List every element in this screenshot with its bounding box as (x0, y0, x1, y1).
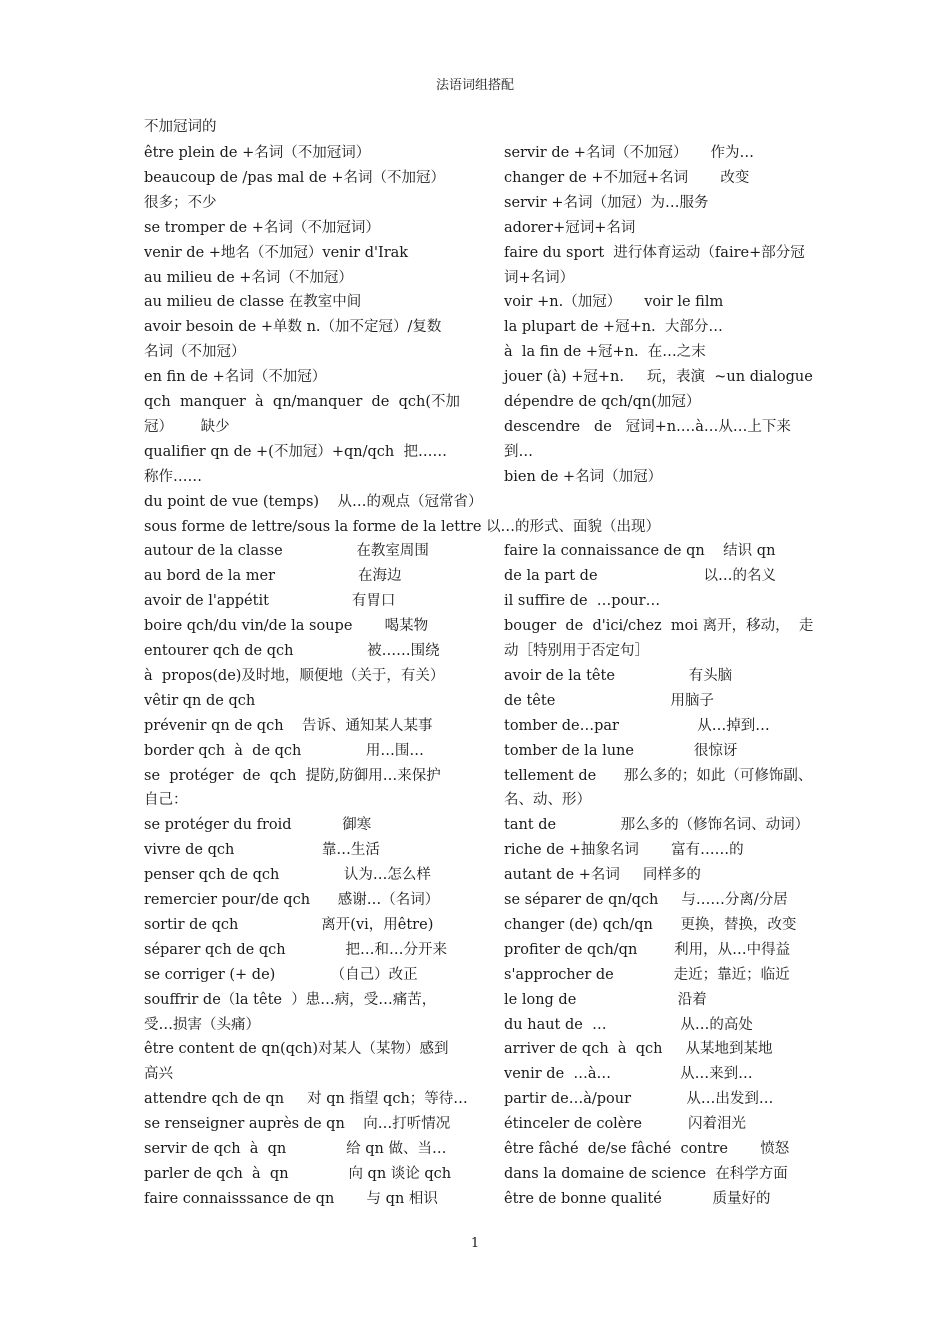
left-entry: avoir besoin de +单数 n.（加不定冠）/复数 (144, 319, 442, 336)
right-entry: dépendre de qch/qn(加冠） (504, 394, 701, 410)
left-entry: séparer qch de qch 把…和…分开来 (144, 941, 447, 958)
right-entry: partir de…à/pour 从…出发到… (504, 1091, 774, 1108)
right-entry: étinceler de colère 闪着泪光 (504, 1116, 746, 1133)
left-entry: vêtir qn de qch (144, 692, 256, 709)
left-entry: sortir de qch 离开(vi，用être) (144, 916, 434, 933)
right-entry: changer de +不加冠+名词 改变 (504, 169, 750, 186)
right-entry: être fâché de/se fâché contre 愤怒 (504, 1141, 790, 1157)
left-entry: 名词（不加冠） (144, 344, 246, 361)
left-entry: se corriger (+ de) （自己）改正 (144, 966, 418, 983)
right-entry: riche de +抽象名词 富有……的 (504, 842, 744, 859)
left-entry: servir de qch à qn 给 qn 做、当… (144, 1141, 447, 1157)
left-entry: se tromper de +名词（不加冠词） (144, 219, 380, 236)
right-entry: il suffire de …pour… (504, 593, 661, 610)
left-entry: remercier pour/de qch 感谢…（名词） (144, 892, 440, 908)
right-entry: voir +n.（加冠） voir le film (504, 294, 724, 311)
right-entry: 动［特别用于否定句］ (504, 643, 649, 659)
right-entry: descendre de 冠词+n.…à…从…上下来 (504, 418, 791, 435)
page-header: 法语词组搭配 (435, 78, 514, 93)
right-entry: être de bonne qualité 质量好的 (504, 1190, 771, 1207)
left-entry: faire connaisssance de qn 与 qn 相识 (144, 1190, 438, 1207)
right-entry: venir de …à… 从…来到… (504, 1066, 753, 1083)
right-entry: faire la connaissance de qn 结识 qn (504, 543, 776, 560)
left-entry: 高兴 (144, 1066, 173, 1083)
left-entry: 很多；不少 (144, 194, 217, 211)
right-entry: dans la domaine de science 在科学方面 (504, 1165, 788, 1182)
left-entry: attendre qch de qn 对 qn 指望 qch；等待… (144, 1091, 468, 1108)
left-entry: au milieu de classe 在教室中间 (144, 294, 362, 311)
left-entry: être plein de +名词（不加冠词） (144, 145, 371, 161)
left-entry: prévenir qn de qch 告诉、通知某人某事 (144, 717, 433, 734)
left-entry: autour de la classe 在教室周围 (144, 543, 429, 560)
right-entry: changer (de) qch/qn 更换，替换，改变 (504, 916, 797, 933)
left-entry: à propos(de)及时地，顺便地（关于，有关） (144, 667, 445, 684)
left-entry: parler de qch à qn 向 qn 谈论 qch (144, 1165, 452, 1182)
right-entry: le long de 沿着 (504, 991, 707, 1008)
left-entry: boire qch/du vin/de la soupe 喝某物 (144, 618, 429, 635)
left-entry: se renseigner auprès de qn 向…打听情况 (144, 1116, 451, 1133)
left-entry: 称作…… (144, 468, 202, 485)
right-entry: tant de 那么多的（修饰名词、动词） (504, 817, 810, 834)
left-entry: avoir de l'appétit 有胃口 (144, 593, 396, 610)
right-entry: tellement de 那么多的；如此（可修饰副、 (504, 767, 813, 784)
right-entry: tomber de…par 从…掉到… (504, 717, 770, 734)
left-entry: border qch à de qch 用…围… (144, 742, 424, 759)
right-entry: la plupart de +冠+n. 大部分… (504, 319, 723, 336)
right-entry: 名、动、形） (504, 792, 591, 809)
page-number: 1 (470, 1236, 480, 1251)
left-entry: au milieu de +名词（不加冠） (144, 269, 353, 286)
right-entry: à la fin de +冠+n. 在…之末 (504, 344, 706, 361)
full-width-entry: sous forme de lettre/sous la forme de la lettre 以…的形式、面貌（出现） (144, 518, 661, 535)
left-entry: entourer qch de qch 被……围绕 (144, 643, 440, 659)
left-entry: 受…损害（头痛） (144, 1016, 260, 1033)
right-entry: de tête 用脑子 (504, 692, 715, 709)
right-entry: adorer+冠词+名词 (504, 219, 636, 236)
left-entry: qch manquer à qn/manquer de qch(不加 (144, 394, 460, 410)
left-entry: 冠） 缺少 (144, 418, 230, 435)
right-entry: se séparer de qn/qch 与……分离/分居 (504, 892, 788, 908)
left-entry: être content de qn(qch)对某人（某物）感到 (144, 1041, 449, 1058)
left-entry: qualifier qn de +(不加冠）+qn/qch 把…… (144, 443, 447, 460)
right-entry: bien de +名词（加冠） (504, 468, 663, 485)
full-width-entry: du point de vue (temps) 从…的观点（冠常省） (144, 493, 483, 510)
left-entry: se protéger de qch 提防,防御用…来保护 (144, 767, 441, 784)
right-entry: jouer (à) +冠+n. 玩，表演 ~un dialogue (504, 369, 813, 386)
left-entry: au bord de la mer 在海边 (144, 568, 402, 585)
left-entry: en fin de +名词（不加冠） (144, 369, 327, 386)
right-entry: autant de +名词 同样多的 (504, 867, 701, 884)
right-entry: profiter de qch/qn 利用，从…中得益 (504, 941, 791, 958)
right-entry: servir +名词（加冠）为…服务 (504, 194, 709, 211)
left-entry: 自己： (144, 792, 188, 809)
right-entry: 到… (504, 443, 533, 460)
right-entry: servir de +名词（不加冠） 作为… (504, 145, 754, 161)
section-intro: 不加冠词的 (144, 119, 217, 135)
right-entry: faire du sport 进行体育运动（faire+部分冠 (504, 244, 805, 261)
right-entry: s'approcher de 走近；靠近；临近 (504, 966, 790, 983)
right-entry: du haut de … 从…的高处 (504, 1016, 753, 1033)
left-entry: venir de +地名（不加冠）venir d'Irak (144, 244, 409, 261)
right-entry: 词+名词） (504, 269, 575, 286)
left-entry: se protéger du froid 御寒 (144, 817, 372, 834)
right-entry: bouger de d'ici/chez moi 离开，移动， 走 (504, 618, 814, 635)
right-entry: arriver de qch à qch 从某地到某地 (504, 1041, 773, 1058)
right-entry: de la part de 以…的名义 (504, 568, 777, 585)
left-entry: souffrir de（la tête ）患…病，受…痛苦， (144, 991, 437, 1008)
left-entry: beaucoup de /pas mal de +名词（不加冠） (144, 169, 446, 186)
left-entry: vivre de qch 靠…生活 (144, 842, 380, 859)
left-entry: penser qch de qch 认为…怎么样 (144, 867, 431, 884)
right-entry: avoir de la tête 有头脑 (504, 667, 733, 684)
right-entry: tomber de la lune 很惊讶 (504, 742, 738, 759)
